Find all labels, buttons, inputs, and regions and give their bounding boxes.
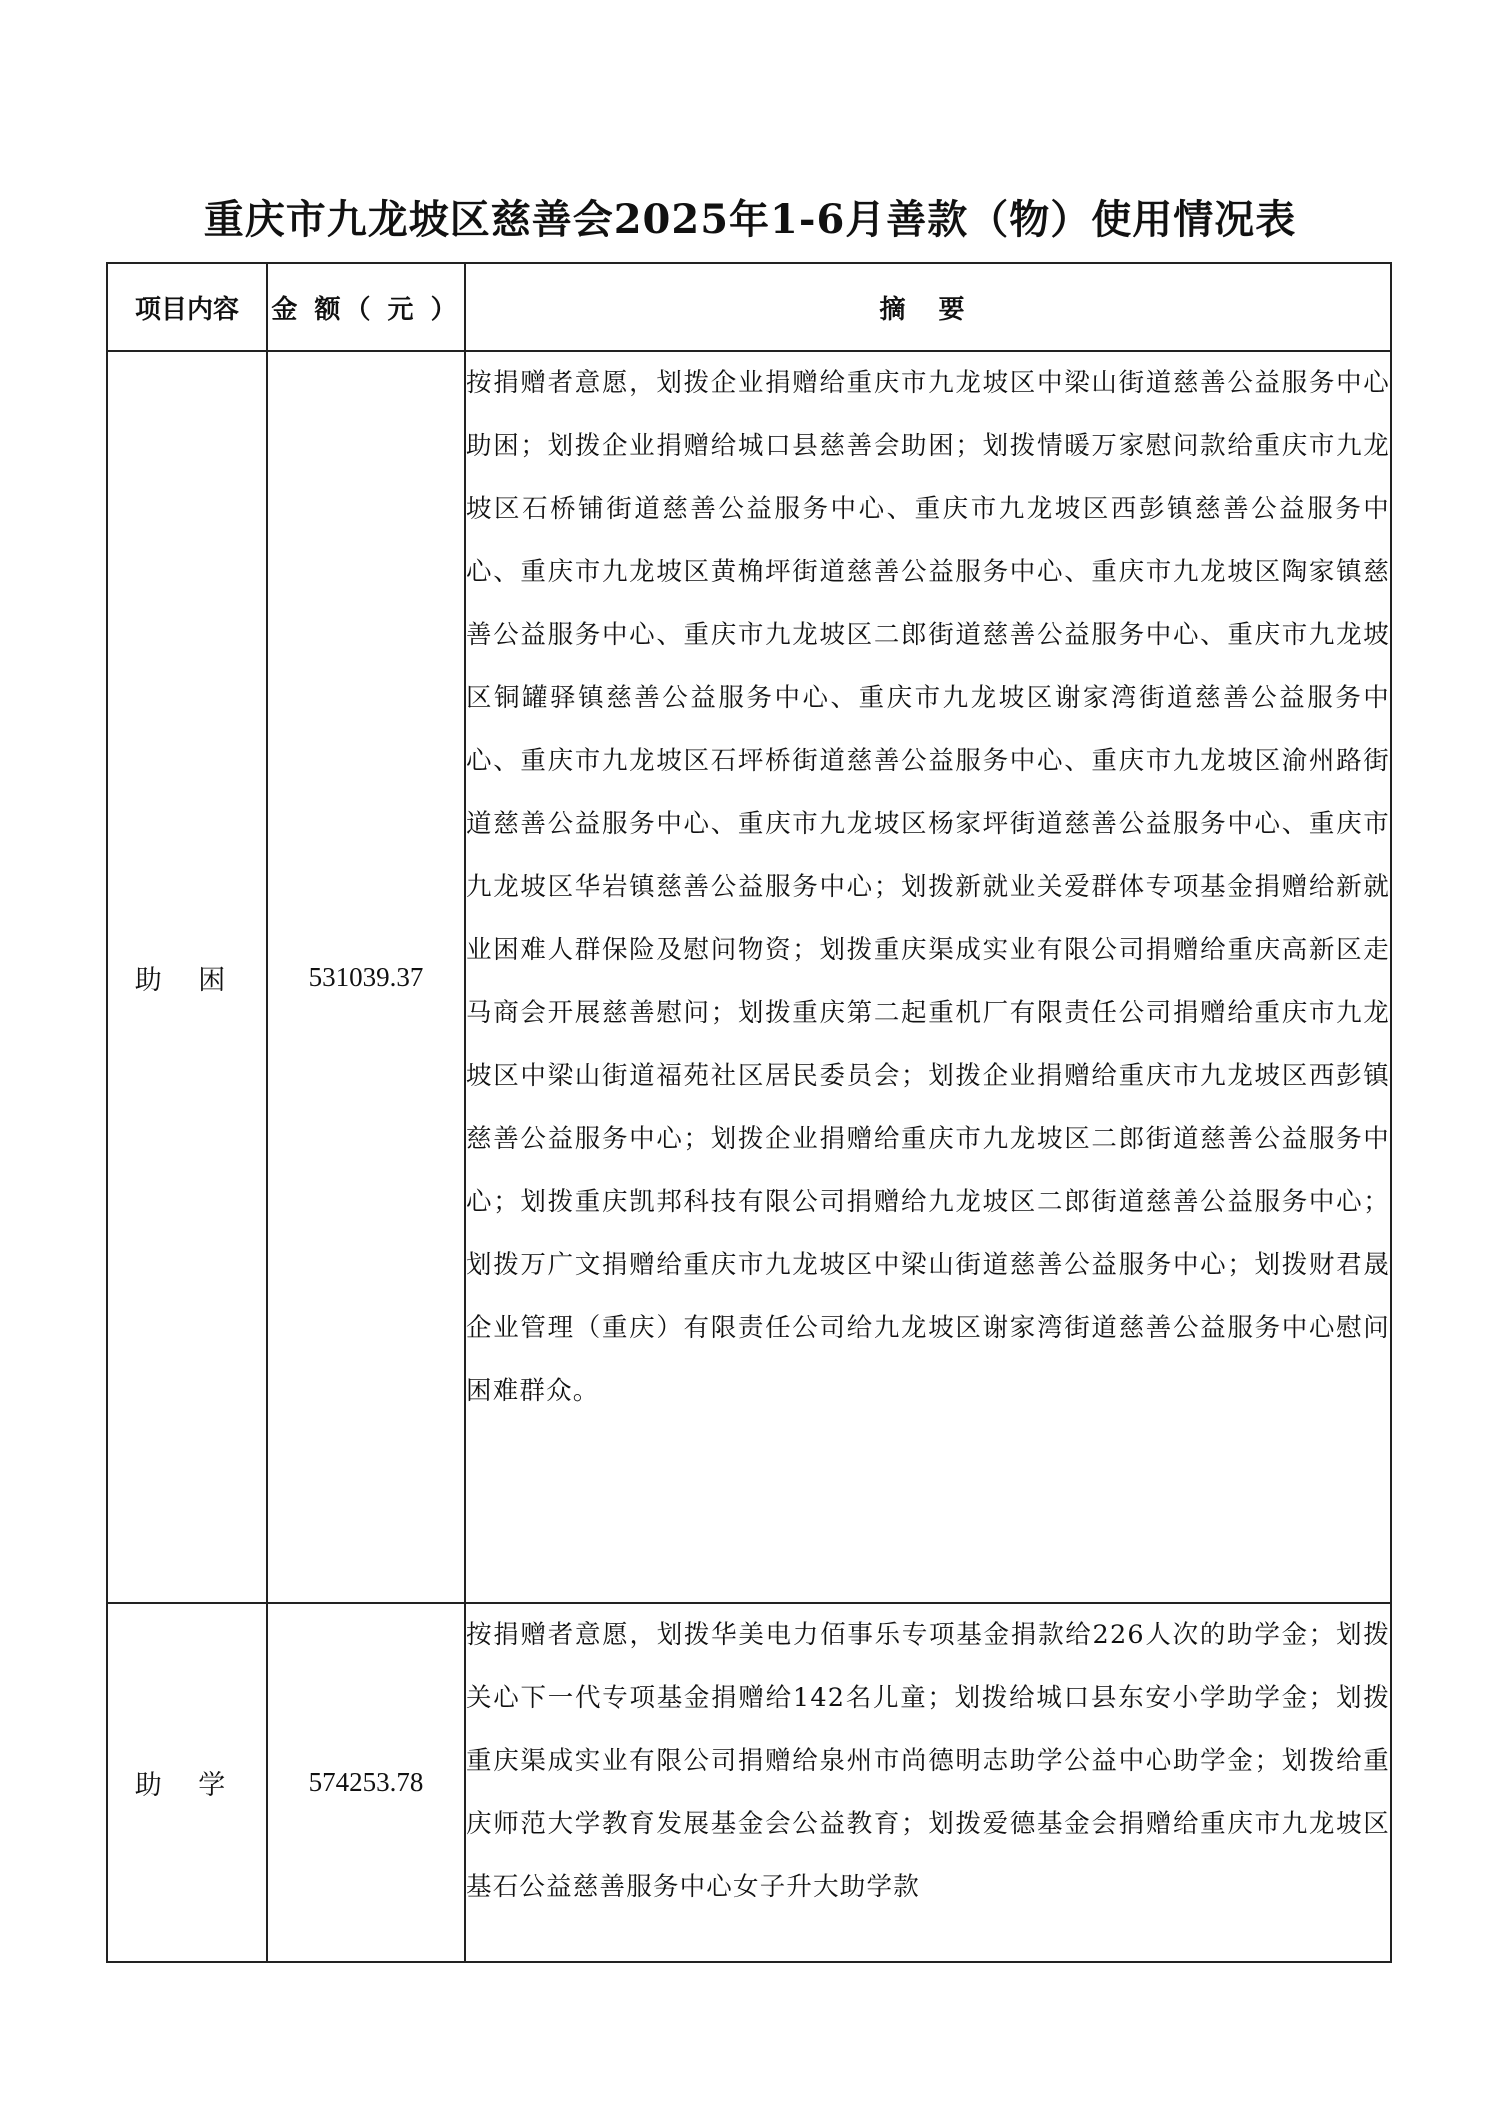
table-header-row — [107, 263, 1391, 351]
item-cell: 助 困 — [107, 351, 267, 1603]
page-title: 重庆市九龙坡区慈善会2025年1-6月善款（物）使用情况表 — [203, 196, 1297, 243]
summary-cell: 按捐赠者意愿，划拨企业捐赠给重庆市九龙坡区中梁山街道慈善公益服务中心助困；划拨企业捐赠给城口县慈善会助困；划拨情暖万家慰问款给重庆市九龙坡区石桥铺街道慈善公益服务中心、重庆市九龙坡区西彭镇慈善公益服务中心、重庆市九龙坡区黄桷坪街道慈善公益服务中心、重庆市九龙坡区陶家镇慈善公益服务中心、重庆市九龙坡区二郎街道慈善公益服务中心、重庆市九龙坡区铜罐驿镇慈善公益服务中心、重庆市九龙坡区谢家湾街道慈善公益服务中心、重庆市九龙坡区石坪桥街道慈善公益服务中心、重庆市九龙坡区渝州路街道慈善公益服务中心、重庆市九龙坡区杨家坪街道慈善公益服务中心、重庆市九龙坡区华岩镇慈善公益服务中心；划拨新就业关爱群体专项基金捐赠给新就业困难人群保险及慰问物资；划拨重庆渠成实业有限公司捐赠给重庆高新区走马商会开展慈善慰问；划拨重庆第二起重机厂有限责任公司捐赠给重庆市九龙坡区中梁山街道福苑社区居民委员会；划拨企业捐赠给重庆市九龙坡区西彭镇慈善公益服务中心；划拨企业捐赠给重庆市九龙坡区二郎街道慈善公益服务中心；划拨重庆凯邦科技有限公司捐赠给九龙坡区二郎街道慈善公益服务中心；划拨万广文捐赠给重庆市九龙坡区中梁山街道慈善公益服务中心；划拨财君晟企业管理（重庆）有限责任公司给九龙坡区谢家湾街道慈善公益服务中心慰问困难群众。 — [465, 351, 1391, 1603]
header-summary: 摘 要 — [465, 263, 1391, 351]
amount-cell: 531039.37 — [267, 351, 465, 1603]
table-row — [107, 351, 1391, 1603]
item-cell: 助 学 — [107, 1603, 267, 1962]
amount-cell: 574253.78 — [267, 1603, 465, 1962]
usage-table — [106, 262, 1392, 1963]
header-item: 项目内容 — [107, 263, 267, 351]
header-amount: 金 额（ 元 ） — [267, 263, 465, 351]
table-row — [107, 1603, 1391, 1962]
summary-cell: 按捐赠者意愿，划拨华美电力佰事乐专项基金捐款给226人次的助学金；划拨关心下一代专项基金捐赠给142名儿童；划拨给城口县东安小学助学金；划拨重庆渠成实业有限公司捐赠给泉州市尚德明志助学公益中心助学金；划拨给重庆师范大学教育发展基金会公益教育；划拨爱德基金会捐赠给重庆市九龙坡区基石公益慈善服务中心女子升大助学款 — [465, 1603, 1391, 1962]
